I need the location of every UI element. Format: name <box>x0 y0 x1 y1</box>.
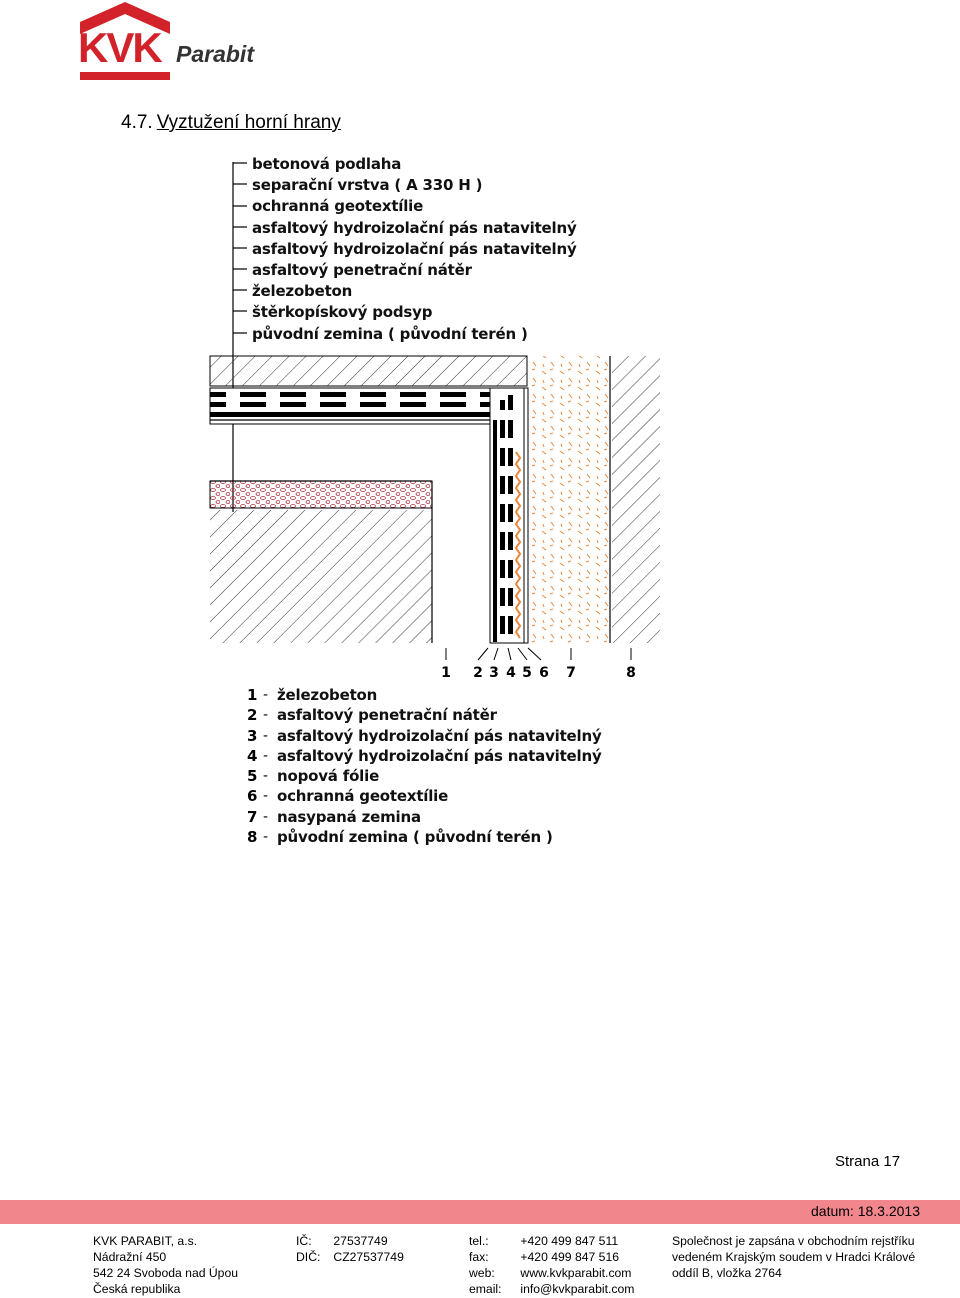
legend-row: 5 - nopová fólie <box>247 767 380 786</box>
label-leaders <box>233 162 247 512</box>
phone-link[interactable]: +420 499 847 511 <box>520 1234 619 1248</box>
section-title: Vyztužení horní hrany <box>156 112 341 133</box>
footer-line: vedeném Krajským soudem v Hradci Králové <box>672 1250 916 1264</box>
callout-ticks <box>446 648 631 660</box>
legend-row: 4 - asfaltový hydroizolační pás natavitelný <box>247 746 602 765</box>
membrane-horizontal <box>210 388 510 424</box>
callout-1: 1 <box>441 665 451 681</box>
layer-label: asfaltový hydroizolační pás natavitelný <box>252 218 577 237</box>
layer-label: štěrkopískový podsyp <box>252 303 433 322</box>
footer-contacts: tel.: +420 499 847 511 fax: +420 499 847 516 web: www.kvkparabit.com email: info@kvkparabit.com <box>469 1234 635 1296</box>
logo-underline <box>80 72 170 80</box>
backfill-soil <box>530 356 610 643</box>
logo-kvk-text: KVK <box>78 24 161 71</box>
callout-numbers <box>441 665 636 681</box>
legend-row: 7 - nasypaná zemina <box>247 807 421 826</box>
legend <box>247 685 602 847</box>
kvk-parabit-logo <box>78 0 268 90</box>
footer-line: oddíl B, vložka 2764 <box>672 1266 782 1280</box>
original-terrain <box>612 356 660 643</box>
callout-5: 5 <box>522 665 532 681</box>
footer-line: Česká republika <box>93 1282 181 1296</box>
reinforced-concrete <box>210 510 432 643</box>
legend-row: 2 - asfaltový penetrační nátěr <box>247 706 497 725</box>
membrane-vertical <box>490 388 528 643</box>
callout-2: 2 <box>473 665 483 681</box>
layer-label: separační vrstva ( A 330 H ) <box>252 176 483 195</box>
callout-6: 6 <box>539 665 549 681</box>
callout-4: 4 <box>506 665 516 681</box>
layer-label: ochranná geotextílie <box>252 197 424 216</box>
footer-line: 542 24 Svoboda nad Úpou <box>93 1266 239 1280</box>
concrete-floor <box>210 356 527 386</box>
footer-line: Společnost je zapsána v obchodním rejstříku <box>672 1234 915 1248</box>
document-date: datum: 18.3.2013 <box>811 1203 920 1219</box>
legend-row: 3 - asfaltový hydroizolační pás natavitelný <box>247 726 602 745</box>
web-link[interactable]: www.kvkparabit.com <box>520 1266 632 1280</box>
layer-label: původní zemina ( původní terén ) <box>252 324 528 343</box>
footer-company <box>93 1233 238 1297</box>
footer-line: KVK PARABIT, a.s. <box>93 1234 198 1248</box>
legend-row: 6 - ochranná geotextílie <box>247 787 449 806</box>
callout-8: 8 <box>626 665 636 681</box>
section-number: 4.7. <box>121 112 153 133</box>
gravel-layer <box>210 481 432 508</box>
layer-label: železobeton <box>252 282 353 301</box>
section-heading <box>121 112 341 134</box>
layer-label: asfaltový penetrační nátěr <box>252 260 472 279</box>
page-number: Strana 17 <box>835 1153 901 1170</box>
layer-label: betonová podlaha <box>252 155 402 173</box>
detail-drawing <box>200 150 670 685</box>
footer-line: Nádražní 450 <box>93 1250 167 1264</box>
footer-ids: IČ: 27537749 DIČ: CZ27537749 <box>296 1234 404 1264</box>
legend-row: 1 - železobeton <box>247 686 378 704</box>
footer-registry <box>672 1233 915 1281</box>
callout-7: 7 <box>566 665 576 681</box>
legend-row: 8 - původní zemina ( původní terén ) <box>247 828 553 847</box>
callout-3: 3 <box>489 665 499 681</box>
email-link[interactable]: info@kvkparabit.com <box>520 1282 635 1296</box>
logo-parabit-text: Parabit <box>176 41 254 67</box>
layer-label: asfaltový hydroizolační pás natavitelný <box>252 239 577 258</box>
